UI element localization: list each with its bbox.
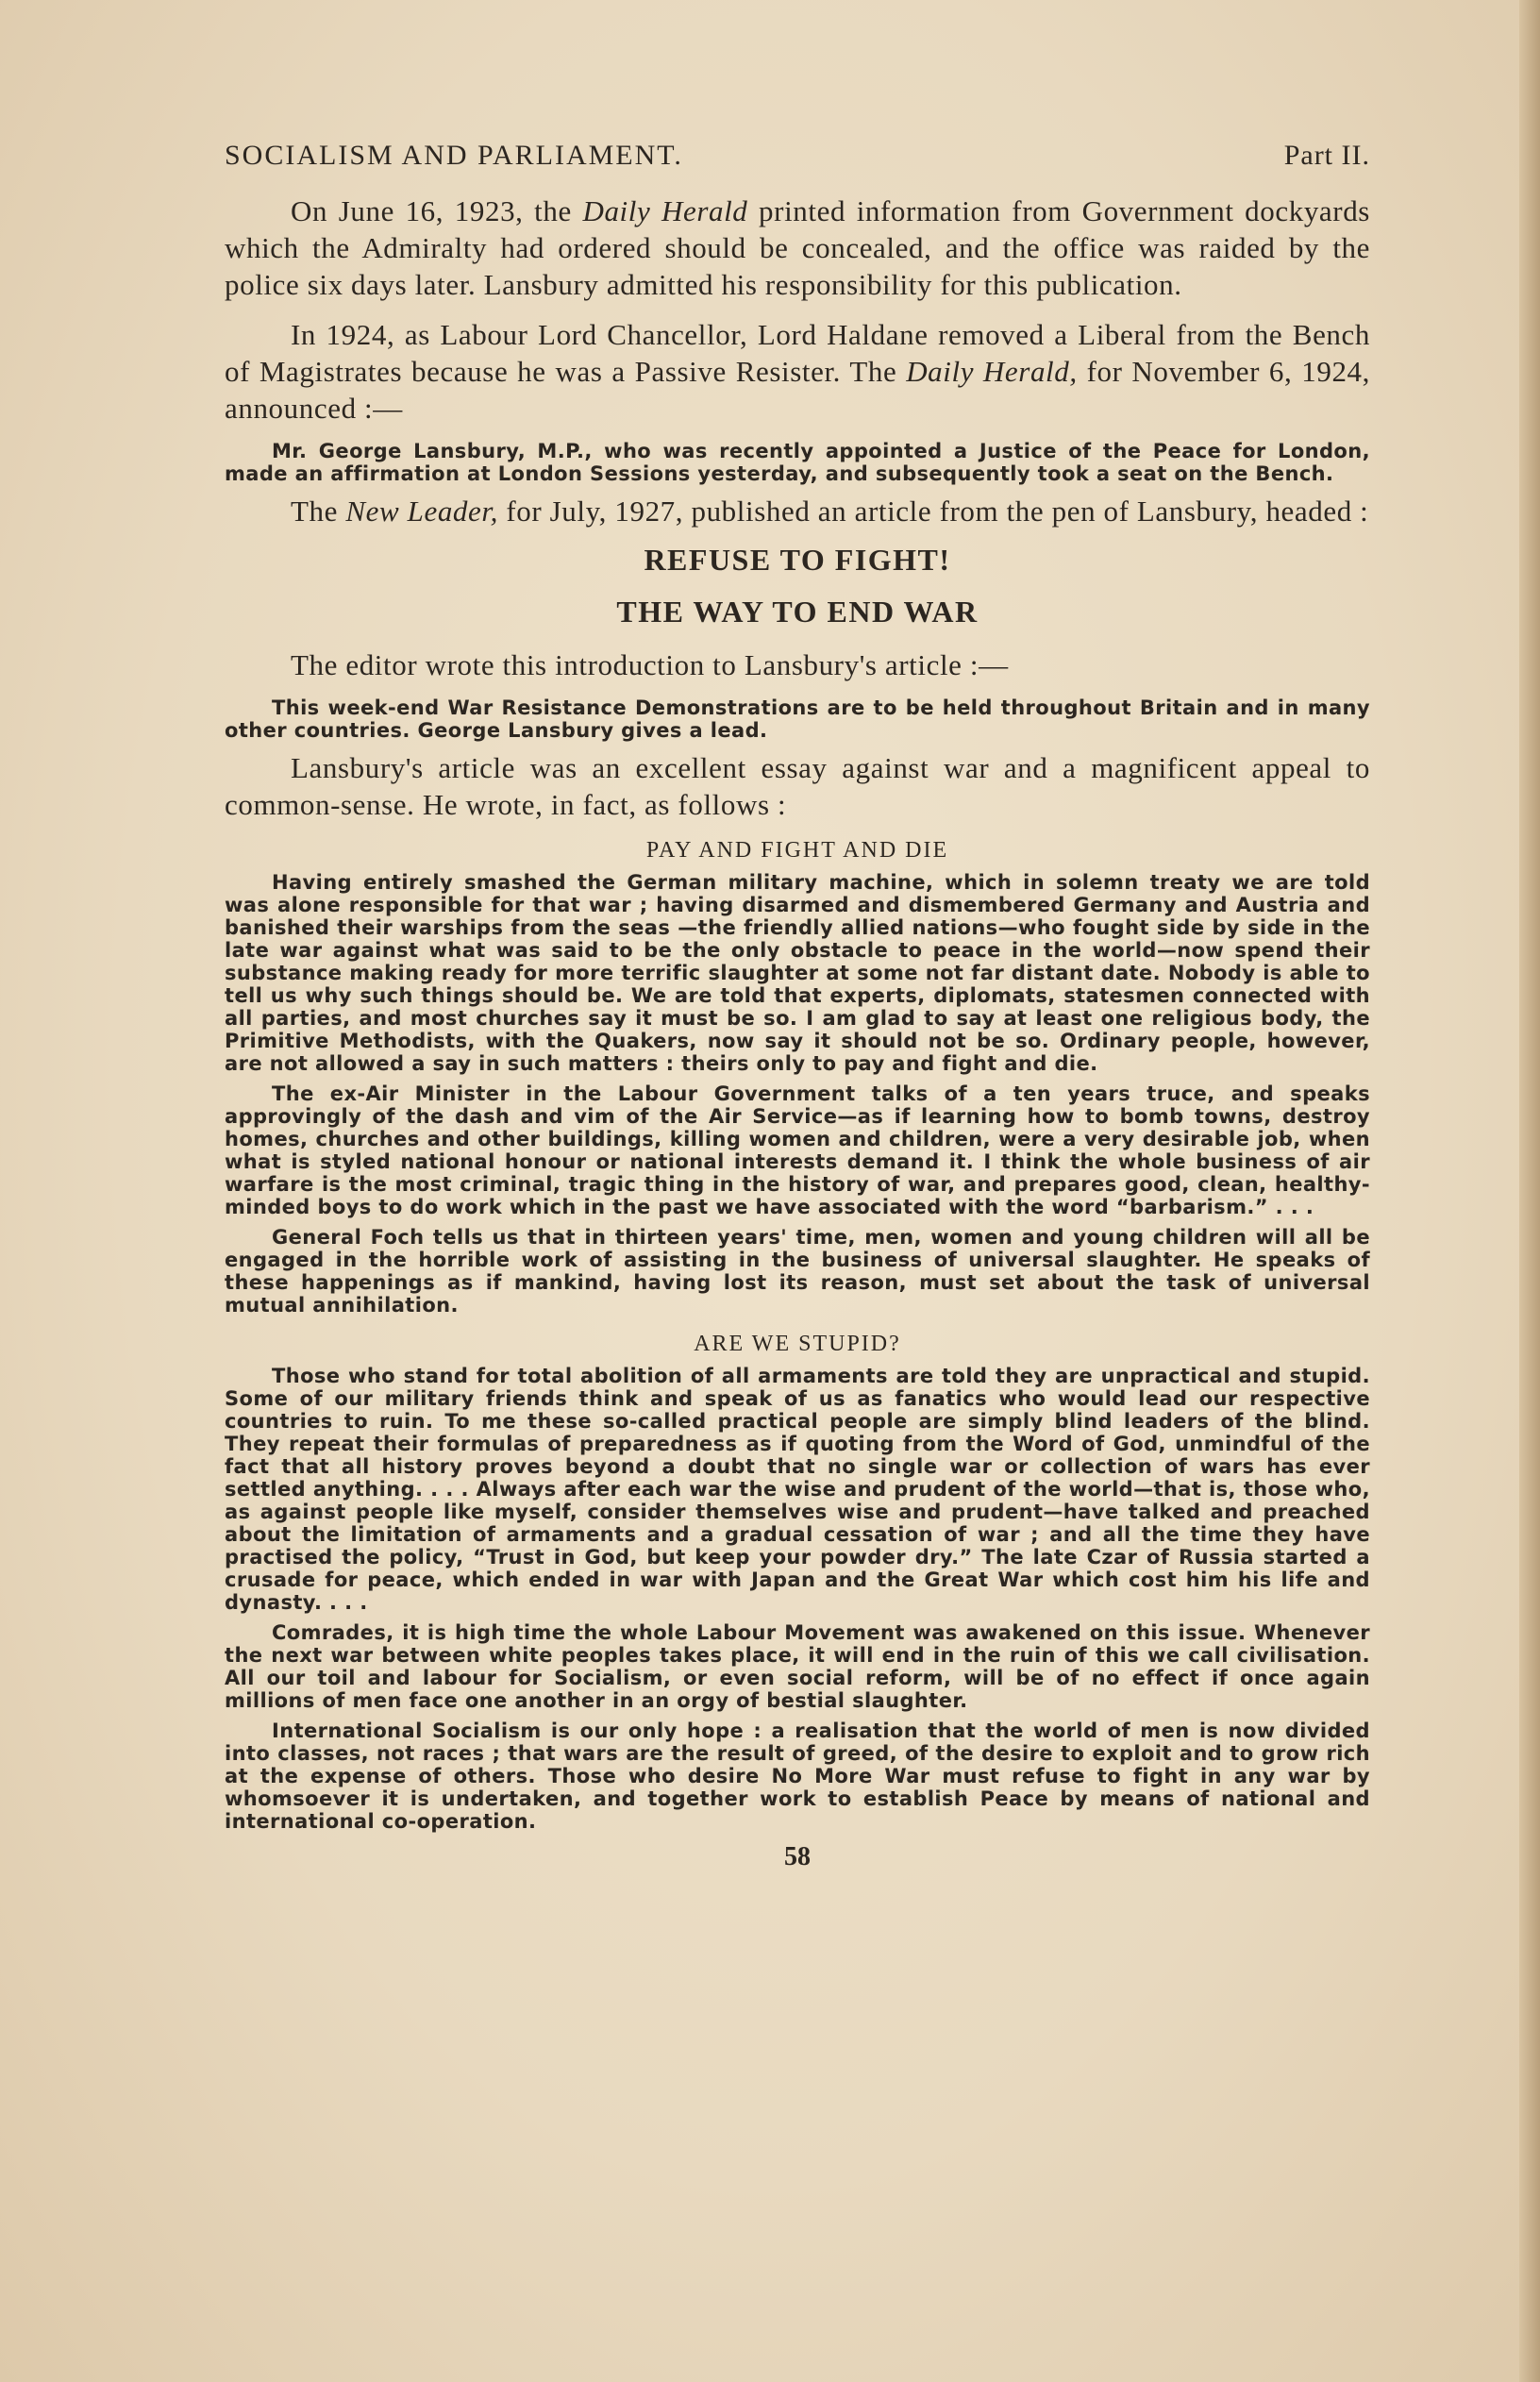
newspaper-title: Daily Herald	[582, 194, 748, 227]
text-run: for July, 1927, published an article from the pen of Lansbury, headed :	[497, 495, 1369, 528]
page-number: 58	[784, 1842, 811, 1871]
headline-way-to-end-war: THE WAY TO END WAR	[616, 595, 979, 629]
running-header	[225, 140, 1370, 172]
text-run: printed information from Government dockyards which the Admiralty had ordered should be concealed, and the office was raided by the police six days later. Lansbury admitted his responsibility for this publication.	[225, 194, 1370, 301]
part-label: Part II.	[1283, 140, 1370, 171]
running-title: SOCIALISM AND PARLIAMENT.	[225, 140, 683, 171]
quote-paragraph: General Foch tells us that in thirteen years' time, men, women and young children will all be engaged in the horrible work of assisting in the business of universal slaughter. He speaks of these happenings as if mankind, having lost its reason, must set about the task of universal mutual annihilation.	[225, 1226, 1370, 1317]
subheading-pay-and-fight: PAY AND FIGHT AND DIE	[645, 838, 949, 863]
text-run: for November 6, 1924, announced :—	[225, 355, 1370, 425]
page-content	[225, 140, 1370, 1872]
text-run: In 1924, as Labour Lord Chancellor, Lord Haldane removed a Liberal from the Bench of Magistrates because he was a Passive Resister. The	[225, 318, 1370, 388]
subheading-are-we-stupid: ARE WE STUPID?	[694, 1332, 901, 1356]
quote-paragraph: Those who stand for total abolition of all armaments are told they are unpractical and stupid. Some of our military friends think and speak of us as fanatics who would lead our respective countries to ruin. To me these so-called practical people are simply blind leaders of the blind. They repeat their formulas of preparedness as if quoting from the Word of God, unmindful of the fact that all history proves beyond a doubt that no single war or collection of wars has ever settled anything. . . . Always after each war the wise and prudent of the world—that is, those who, as against people like myself, consider themselves wise and prudent—have talked and preached about the limitation of armaments and a gradual cessation of war ; and all the time they have practised the policy, “Trust in God, but keep your powder dry.” The late Czar of Russia started a crusade for peace, which ended in war with Japan and the Great War which cost him his life and dynasty. . . .	[225, 1365, 1370, 1614]
quote-paragraph: Having entirely smashed the German military machine, which in solemn treaty we are told was alone responsible for that war ; having disarmed and dismembered Germany and Austria and banished their warships from the seas —the friendly allied nations—who fought side by side in the late war against what was said to be the only obstacle to peace in the world—now spend their substance making ready for more terrific slaughter at some not far distant date. Nobody is able to tell us why such things should be. We are told that experts, diplomats, statesmen connected with all parties, and most churches say it must be so. I am glad to say at least one religious body, the Primitive Methodists, with the Quakers, now say it should not be so. Ordinary people, however, are not allowed a say in such matters : theirs only to pay and fight and die.	[225, 871, 1370, 1075]
paragraph-new-leader	[225, 493, 1370, 529]
paragraph-dockyards	[225, 193, 1370, 303]
quote-paragraph: International Socialism is our only hope : a realisation that the world of men is now divided into classes, not races ; that wars are the result of greed, of the desire to exploit and to grow rich at the expense of others. Those who desire No More War must refuse to fight in any war by whomsoever it is undertaken, and together work to establish Peace by means of national and international co-operation.	[225, 1719, 1370, 1833]
text-run: The	[291, 495, 346, 528]
headline-refuse-to-fight: REFUSE TO FIGHT!	[644, 543, 951, 577]
paragraph-excellent-essay: Lansbury's article was an excellent essay against war and a magnificent appeal to common-sense. He wrote, in fact, as follows :	[225, 751, 1370, 821]
quote-lansbury-magistrate: Mr. George Lansbury, M.P., who was recently appointed a Justice of the Peace for London, made an affirmation at London Sessions yesterday, and subsequently took a seat on the Bench.	[225, 440, 1370, 485]
paragraph-editor-intro: The editor wrote this introduction to Lansbury's article :—	[291, 648, 1009, 681]
page-edge	[1519, 0, 1540, 2382]
quote-editor: This week-end War Resistance Demonstrations are to be held throughout Britain and in many other countries. George Lansbury gives a lead.	[225, 696, 1370, 742]
quote-paragraph: Comrades, it is high time the whole Labour Movement was awakened on this issue. Whenever the next war between white peoples takes place, it will end in the ruin of this we call civilisation. All our toil and labour for Socialism, or even social reform, will be of no effect if once again millions of men face one another in an orgy of bestial slaughter.	[225, 1621, 1370, 1712]
paragraph-haldane	[225, 316, 1370, 427]
text-run: On June 16, 1923, the	[291, 194, 583, 227]
newspaper-title: Daily Herald,	[906, 355, 1078, 388]
newspaper-title: New Leader,	[345, 495, 498, 528]
quote-paragraph: The ex-Air Minister in the Labour Government talks of a ten years truce, and speaks approvingly of the dash and vim of the Air Service—as if learning how to bomb towns, destroy homes, churches and other buildings, killing women and children, were a very desirable job, when what is styled national honour or national interests demand it. I think the whole business of air warfare is the most criminal, tragic thing in the history of war, and prepares good, clean, healthy-minded boys to do work which in the past we have associated with the word “barbarism.” . . .	[225, 1082, 1370, 1218]
